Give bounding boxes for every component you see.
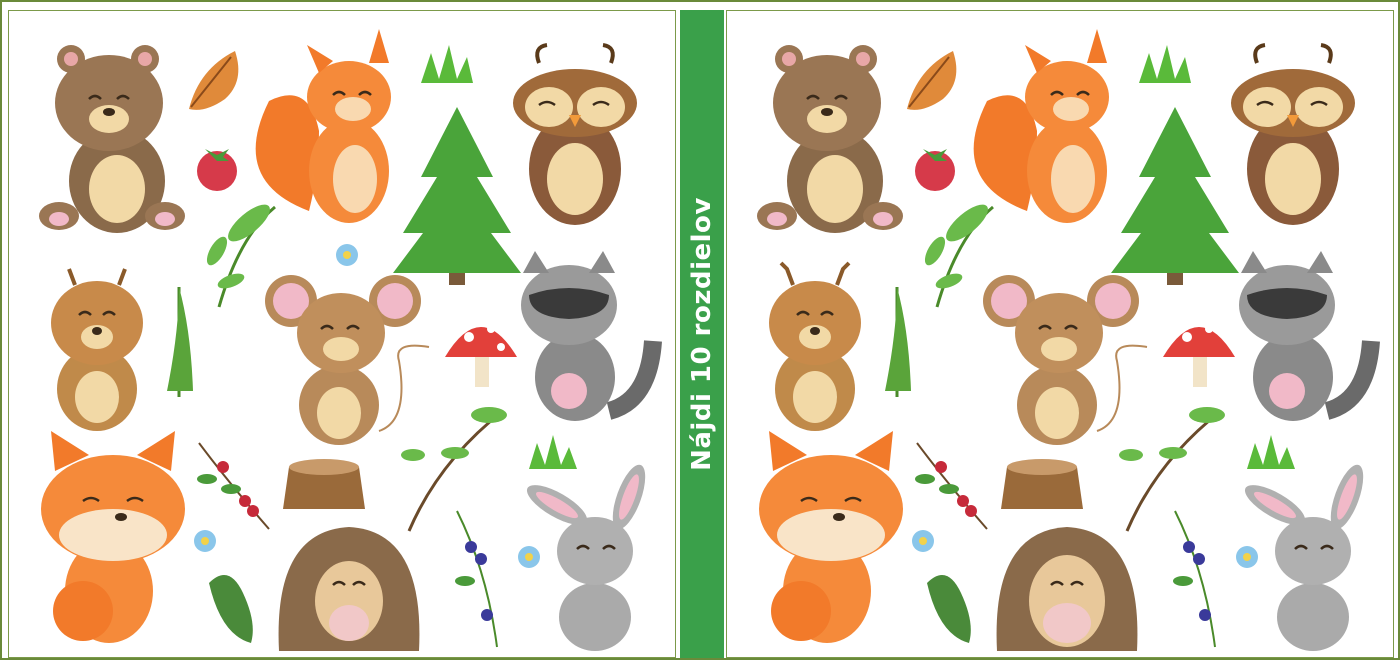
blue-flower-illustration[interactable] bbox=[518, 546, 540, 568]
raccoon-illustration[interactable] bbox=[521, 251, 653, 421]
mushroom-illustration[interactable] bbox=[1163, 325, 1235, 387]
raspberry-illustration[interactable] bbox=[197, 149, 237, 191]
title-divider-bar bbox=[680, 10, 724, 658]
squirrel-illustration[interactable] bbox=[974, 29, 1109, 223]
squirrel-illustration[interactable] bbox=[256, 29, 391, 223]
mouse-illustration[interactable] bbox=[265, 275, 429, 445]
left-picture-panel[interactable] bbox=[8, 10, 676, 658]
raspberry-illustration[interactable] bbox=[915, 149, 955, 191]
blue-flower-illustration[interactable] bbox=[1236, 546, 1258, 568]
mushroom-illustration[interactable] bbox=[445, 325, 517, 387]
fir-tree-illustration[interactable] bbox=[1111, 107, 1239, 285]
grass-tuft-illustration[interactable] bbox=[529, 435, 577, 469]
tree-stump-illustration[interactable] bbox=[283, 459, 365, 509]
hedgehog-illustration[interactable] bbox=[997, 527, 1138, 651]
green-oak-leaf-illustration[interactable] bbox=[927, 575, 971, 643]
oak-leaf-illustration[interactable] bbox=[907, 51, 956, 110]
blueberry-branch-illustration[interactable] bbox=[1173, 511, 1215, 647]
bear-illustration[interactable] bbox=[39, 45, 185, 233]
leaf-sprig-illustration[interactable] bbox=[921, 199, 993, 307]
blueberry-branch-illustration[interactable] bbox=[455, 511, 497, 647]
fox-illustration[interactable] bbox=[759, 431, 903, 643]
left-scene bbox=[9, 11, 676, 658]
owl-illustration[interactable] bbox=[1231, 45, 1355, 225]
blue-flower-illustration[interactable] bbox=[336, 244, 358, 266]
bunny-illustration[interactable] bbox=[522, 461, 652, 651]
green-oak-leaf-illustration[interactable] bbox=[209, 575, 253, 643]
bear-illustration[interactable] bbox=[757, 45, 903, 233]
right-picture-panel[interactable] bbox=[726, 10, 1394, 658]
mouse-illustration[interactable] bbox=[983, 275, 1147, 445]
berry-branch-illustration[interactable] bbox=[197, 443, 269, 529]
fern-illustration[interactable] bbox=[167, 287, 193, 397]
fox-illustration[interactable] bbox=[41, 431, 185, 643]
grass-illustration[interactable] bbox=[1139, 45, 1191, 83]
twig-illustration[interactable] bbox=[401, 407, 507, 531]
owl-illustration[interactable] bbox=[513, 45, 637, 225]
bunny-illustration[interactable] bbox=[1240, 461, 1370, 651]
blue-flower-illustration[interactable] bbox=[912, 530, 934, 552]
right-scene bbox=[727, 11, 1394, 658]
twig-illustration[interactable] bbox=[1119, 407, 1225, 531]
oak-leaf-illustration[interactable] bbox=[189, 51, 238, 110]
fern-illustration[interactable] bbox=[885, 287, 911, 397]
raccoon-illustration[interactable] bbox=[1239, 251, 1371, 421]
berry-branch-illustration[interactable] bbox=[915, 443, 987, 529]
deer-illustration[interactable] bbox=[769, 263, 861, 431]
tree-stump-illustration[interactable] bbox=[1001, 459, 1083, 509]
leaf-sprig-illustration[interactable] bbox=[203, 199, 275, 307]
grass-tuft-illustration[interactable] bbox=[1247, 435, 1295, 469]
fir-tree-illustration[interactable] bbox=[393, 107, 521, 285]
hedgehog-illustration[interactable] bbox=[279, 527, 420, 651]
puzzle-title: Nájdi 10 rozdielov bbox=[687, 197, 717, 471]
grass-illustration[interactable] bbox=[421, 45, 473, 83]
blue-flower-illustration[interactable] bbox=[194, 530, 216, 552]
deer-illustration[interactable] bbox=[51, 269, 143, 431]
